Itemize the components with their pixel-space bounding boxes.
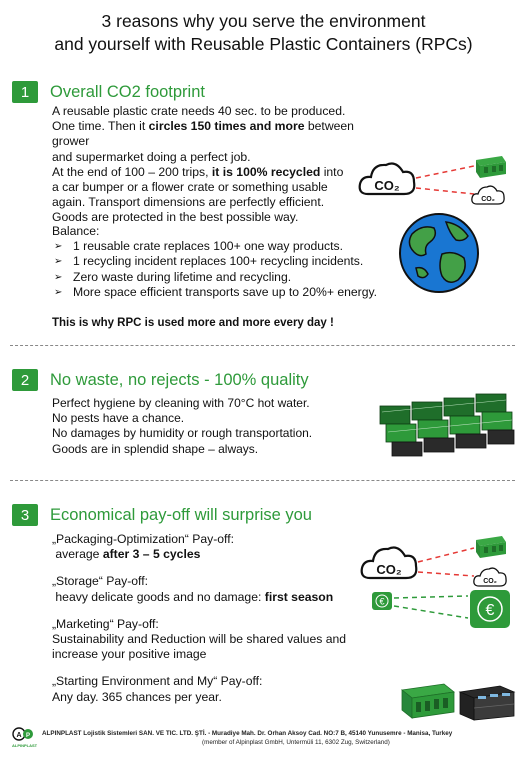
payoff-desc: Sustainability and Reduction will be shared values and [52,632,347,647]
payoff-title: „Marketing“ Pay-off: [52,616,159,631]
s1-line: a car bumper or a flower crate or something usable [52,180,328,195]
payoff-item [52,574,372,604]
payoff-title: „Starting Environment and My“ Pay-off: [52,674,263,689]
crates-photo-image [400,678,516,722]
payoff-title: „Storage“ Pay-off: [52,574,148,589]
payoff-item [52,617,372,663]
svg-text:€: € [379,596,385,607]
section1-number: 1 [12,81,38,103]
co2-cloud-icon [360,164,415,194]
s1-line: At the end of 100 – 200 trips, it is 100% recycled into [52,164,344,179]
logo-text: ALPINPLAST [12,743,38,748]
balance-item: ➢ 1 recycling incident replaces 100+ recycling incidents. [52,254,412,269]
svg-text:CO₂: CO₂ [376,562,402,577]
balance-list [52,239,412,300]
section-divider [10,345,515,346]
s2-line: No pests have a chance. [52,411,185,426]
section3-body [52,532,372,705]
svg-text:CO₂: CO₂ [483,578,497,585]
section3-header [12,503,312,527]
section-divider [10,480,515,481]
balance-item: ➢ More space efficient transports save up to 20%+ energy. [52,285,412,300]
s1-line: Goods are protected in the best possible way. [52,210,299,225]
payoff-desc: increase your positive image [52,647,207,662]
payoff-desc: Any day. 365 chances per year. [52,689,222,704]
footer-address: ALPINPLAST Lojistik Sistemleri SAN. VE TIC. LTD. ŞTİ. - Muradiye Mah. Dr. Orhan Aksoy Cad. NO:7 B, 45140 Yunusemre - Manisa, Turkey [42,730,453,737]
s1-line: A reusable plastic crate needs 40 sec. to be produced. [52,104,346,118]
balance-item: ➢ Zero waste during lifetime and recycling. [52,270,412,285]
s1-line: and supermarket doing a perfect job. [52,149,251,164]
stacked-crates-image [378,392,516,462]
green-crate-icon [476,536,506,558]
balance-block [52,224,412,300]
payoff-item [52,674,372,704]
svg-text:CO₂: CO₂ [374,178,400,193]
svg-text:CO₂: CO₂ [481,196,495,203]
payoff-title: „Packaging-Optimization“ Pay-off: [52,532,234,546]
section1-header [12,80,205,104]
svg-text:€: € [485,602,495,619]
co2-small-cloud-icon [474,568,506,586]
section2-number: 2 [12,369,38,391]
svg-text:A: A [16,732,22,739]
page-title-line1: 3 reasons why you serve the environment [101,11,426,31]
euro-growth-illustration [370,588,516,630]
section2-heading: No waste, no rejects - 100% quality [50,370,309,389]
s1-line: One time. Then it circles 150 times and more between grower [52,119,354,149]
crate-stack-photo [460,686,514,720]
co2-small-cloud-icon [472,186,504,204]
co2-reduction-illustration [358,528,516,590]
euro-large-icon [470,590,510,628]
co2-reduction-illustration [356,150,516,218]
page-title-line2: and yourself with Reusable Plastic Containers (RPCs) [54,34,473,54]
green-crate-photo [402,684,454,718]
section1-closing: This is why RPC is used more and more every day ! [52,317,334,329]
page-title [0,10,527,56]
footer-membership: (member of Alpinplast GmbH, Untermüli 11, 6302 Zug, Switzerland) [202,739,390,746]
section1-heading: Overall CO2 footprint [50,82,205,101]
section3-number: 3 [12,504,38,526]
balance-item: ➢ 1 reusable crate replaces 100+ one way products. [52,239,412,254]
section2-body [52,396,362,457]
s2-line: No damages by humidity or rough transportation. [52,426,313,441]
co2-cloud-icon [362,548,417,578]
euro-small-icon [372,592,392,610]
earth-globe-icon [398,212,480,294]
payoff-desc: average after 3 – 5 cycles [55,547,201,562]
svg-text:P: P [25,733,31,739]
s1-line: again. Transport dimensions are perfectly efficient. [52,195,325,210]
s2-line: Goods are in splendid shape – always. [52,441,259,456]
payoff-desc: heavy delicate goods and no damage: first season [55,589,334,604]
section2-header [12,368,309,392]
section3-heading: Economical pay-off will surprise you [50,505,312,524]
balance-label: Balance: [52,224,100,238]
section1-body [52,104,372,226]
payoff-item [52,532,372,562]
s2-line: Perfect hygiene by cleaning with 70°C hot water. [52,396,310,410]
green-crate-icon [476,156,506,178]
